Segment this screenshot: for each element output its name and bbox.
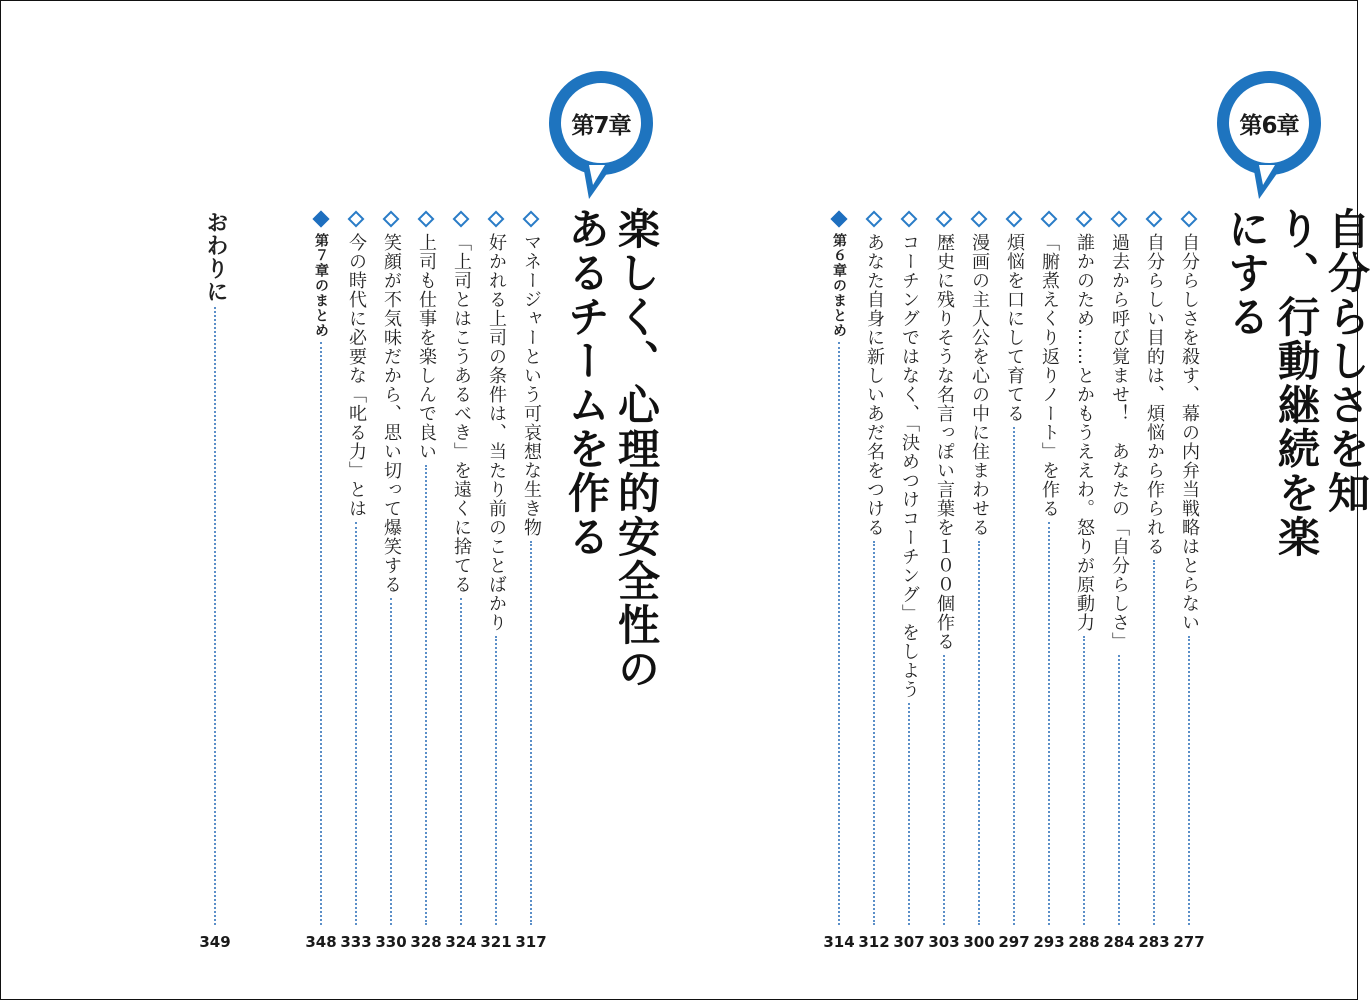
page-number: 333	[340, 933, 372, 951]
entry-title: 上司も仕事を楽しんで良い	[416, 233, 437, 461]
dotted-leader	[320, 342, 322, 925]
toc-entry[interactable]	[446, 211, 476, 951]
page-number: 277	[1173, 933, 1205, 951]
entry-title: 第６章のまとめ	[831, 233, 847, 338]
diamond-outline-icon	[1146, 211, 1163, 228]
entry-title: あなた自身に新しいあだ名をつける	[864, 233, 885, 537]
entry-title: 今の時代に必要な「叱る力」とは	[346, 233, 367, 518]
entry-title: 誰かのため……とかもうええわ。怒りが原動力	[1074, 233, 1095, 632]
chapter7-badge-label: 第7章	[571, 112, 631, 139]
entry-title: 第７章のまとめ	[313, 233, 329, 338]
entry-title: 笑顔が不気味だから、思い切って爆笑する	[381, 233, 402, 594]
diamond-outline-icon	[488, 211, 505, 228]
entry-title: 「腑煮えくり返りノート」を作る	[1039, 233, 1060, 518]
entry-title: 「上司とはこうあるべき」を遠くに捨てる	[451, 233, 472, 594]
page-number: 293	[1033, 933, 1065, 951]
toc-entry[interactable]	[929, 211, 959, 951]
chapter6-badge-tail-icon	[1249, 165, 1289, 205]
toc-entry[interactable]	[1069, 211, 1099, 951]
dotted-leader	[908, 703, 910, 925]
diamond-outline-icon	[1006, 211, 1023, 228]
dotted-leader	[390, 598, 392, 925]
diamond-outline-icon	[383, 211, 400, 228]
dotted-leader	[214, 307, 216, 925]
toc-entry[interactable]	[894, 211, 924, 951]
dotted-leader	[978, 541, 980, 925]
toc-entry[interactable]	[1034, 211, 1064, 951]
diamond-outline-icon	[1111, 211, 1128, 228]
page-number: 284	[1103, 933, 1135, 951]
entry-title: 漫画の主人公を心の中に住まわせる	[969, 233, 990, 537]
diamond-outline-icon	[1041, 211, 1058, 228]
diamond-outline-icon	[1076, 211, 1093, 228]
chapter7-badge	[549, 71, 653, 175]
entry-title: 自分らしい目的は、煩悩から作られる	[1144, 233, 1165, 556]
entry-title: 煩悩を口にして育てる	[1004, 233, 1025, 423]
diamond-outline-icon	[523, 211, 540, 228]
page-number: 324	[445, 933, 477, 951]
page-number: 297	[998, 933, 1030, 951]
dotted-leader	[873, 541, 875, 925]
page-number: 330	[375, 933, 407, 951]
dotted-leader	[1048, 522, 1050, 925]
toc-entry[interactable]	[859, 211, 889, 951]
toc-entry[interactable]	[411, 211, 441, 951]
dotted-leader	[530, 541, 532, 925]
diamond-outline-icon	[866, 211, 883, 228]
page-number: 288	[1068, 933, 1100, 951]
page-number: 349	[199, 933, 231, 951]
dotted-leader	[1153, 560, 1155, 925]
page-number: 300	[963, 933, 995, 951]
toc-entry[interactable]	[1174, 211, 1204, 951]
toc-entry[interactable]	[1139, 211, 1169, 951]
toc-entry[interactable]	[376, 211, 406, 951]
entry-title: 自分らしさを殺す、幕の内弁当戦略はとらない	[1179, 233, 1200, 632]
diamond-outline-icon	[1181, 211, 1198, 228]
entry-title: 過去から呼び覚ませ！ あなたの「自分らしさ」	[1109, 233, 1130, 651]
toc-entry[interactable]	[999, 211, 1029, 951]
entry-title: コーチングではなく、「決めつけコーチング」をしよう	[899, 233, 920, 699]
chapter6-badge-label: 第6章	[1239, 112, 1299, 139]
diamond-filled-icon	[831, 211, 848, 228]
entry-title: 好かれる上司の条件は、当たり前のことばかり	[486, 233, 507, 632]
dotted-leader	[495, 636, 497, 925]
diamond-outline-icon	[418, 211, 435, 228]
page-number: 312	[858, 933, 890, 951]
dotted-leader	[838, 342, 840, 925]
page-number: 328	[410, 933, 442, 951]
dotted-leader	[943, 655, 945, 925]
page-number: 303	[928, 933, 960, 951]
toc-entry[interactable]	[824, 211, 854, 951]
toc-entry[interactable]	[341, 211, 371, 951]
page-number: 307	[893, 933, 925, 951]
toc-entry[interactable]	[516, 211, 546, 951]
toc-entry[interactable]	[481, 211, 511, 951]
page-number: 348	[305, 933, 337, 951]
chapter6-title: 自分らしさを知り、行動継続を楽にする	[1222, 207, 1371, 559]
diamond-outline-icon	[453, 211, 470, 228]
entry-title: 歴史に残りそうな名言っぽい言葉を１００個作る	[934, 233, 955, 651]
page-number: 314	[823, 933, 855, 951]
afterword-entry[interactable]	[200, 211, 230, 951]
toc-entry[interactable]	[964, 211, 994, 951]
page-number: 283	[1138, 933, 1170, 951]
dotted-leader	[1083, 636, 1085, 925]
diamond-outline-icon	[901, 211, 918, 228]
dotted-leader	[425, 465, 427, 925]
dotted-leader	[1188, 636, 1190, 925]
chapter7-title: 楽しく、心理的安全性のあるチームを作る	[562, 207, 661, 691]
toc-entry[interactable]	[306, 211, 336, 951]
chapter6-badge	[1217, 71, 1321, 175]
chapter7-badge-tail-icon	[579, 165, 619, 205]
diamond-outline-icon	[936, 211, 953, 228]
dotted-leader	[1013, 427, 1015, 925]
page-number: 321	[480, 933, 512, 951]
entry-title: マネージャーという可哀想な生き物	[521, 233, 542, 537]
diamond-outline-icon	[971, 211, 988, 228]
dotted-leader	[460, 598, 462, 925]
toc-entry[interactable]	[1104, 211, 1134, 951]
page-number: 317	[515, 933, 547, 951]
dotted-leader	[1118, 655, 1120, 925]
afterword-title: おわりに	[203, 211, 228, 303]
diamond-outline-icon	[348, 211, 365, 228]
diamond-filled-icon	[313, 211, 330, 228]
dotted-leader	[355, 522, 357, 925]
